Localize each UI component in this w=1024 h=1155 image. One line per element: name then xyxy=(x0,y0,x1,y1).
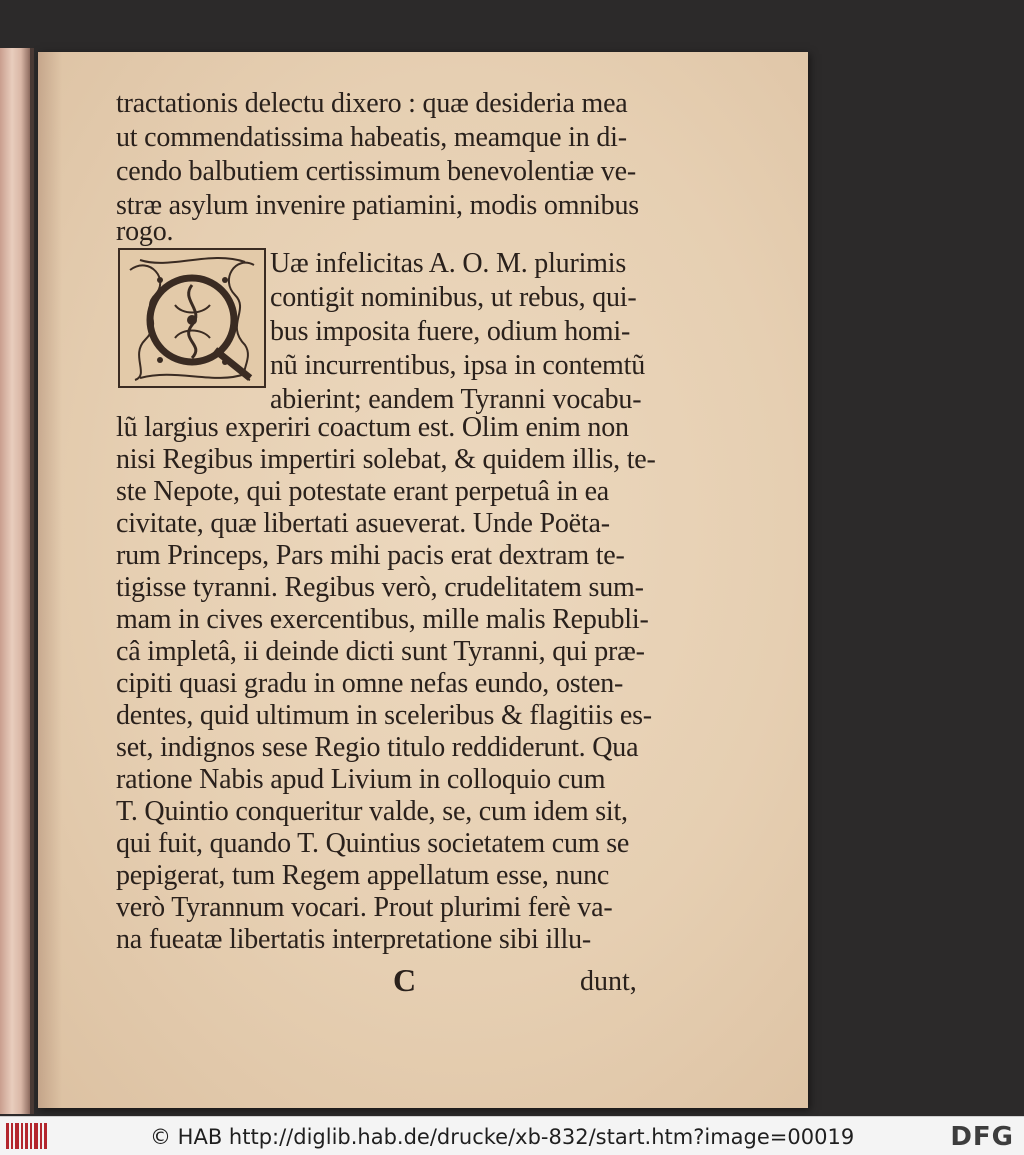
text-line: pepigerat, tum Regem appellatum esse, nunc xyxy=(116,860,610,891)
text-line: nũ incurrentibus, ipsa in contemtũ xyxy=(270,350,646,381)
text-line: ste Nepote, qui potestate erant perpetuâ in ea xyxy=(116,476,610,507)
text-line: rogo. xyxy=(116,216,174,247)
text-line: set, indignos sese Regio titulo reddiderunt. Qua xyxy=(116,732,639,763)
signature-mark: C xyxy=(393,962,417,998)
hab-barcode-logo-icon xyxy=(6,1123,48,1149)
text-line: mam in cives exercentibus, mille malis Republi- xyxy=(116,604,649,635)
copyright-link[interactable]: © HAB http://diglib.hab.de/drucke/xb-832/start.htm?image=00019 xyxy=(150,1125,855,1149)
dfg-logo: DFG xyxy=(950,1122,1014,1152)
text-line: rum Princeps, Pars mihi pacis erat dextram te- xyxy=(116,540,625,571)
text-line: nisi Regibus impertiri solebat, & quidem illis, te- xyxy=(116,444,656,475)
text-line: ut commendatissima habeatis, meamque in di- xyxy=(116,122,627,153)
book-page xyxy=(38,52,808,1108)
text-line: cendo balbutiem certissimum benevolentiæ ve- xyxy=(116,156,636,187)
text-line: stræ asylum invenire patiamini, modis omnibus xyxy=(116,190,639,221)
text-line: civitate, quæ libertati asueverat. Unde Poëta- xyxy=(116,508,610,539)
text-line: T. Quintio conqueritur valde, se, cum idem sit, xyxy=(116,796,628,827)
footer-bar xyxy=(0,1116,1024,1155)
catchword: dunt, xyxy=(580,966,637,997)
text-line: tractationis delectu dixero : quæ desideria mea xyxy=(116,88,628,119)
text-line: abierint; eandem Tyranni vocabu- xyxy=(270,384,642,415)
text-line: cipiti quasi gradu in omne nefas eundo, osten- xyxy=(116,668,624,699)
text-line: câ impletâ, ii deinde dicti sunt Tyranni, qui præ- xyxy=(116,636,645,667)
text-line: qui fuit, quando T. Quintius societatem cum se xyxy=(116,828,630,859)
book-edge xyxy=(0,48,30,1114)
ornamental-initial-q-icon xyxy=(118,248,266,388)
text-line: contigit nominibus, ut rebus, qui- xyxy=(270,282,637,313)
text-line: dentes, quid ultimum in sceleribus & flagitiis es- xyxy=(116,700,652,731)
text-line: ratione Nabis apud Livium in colloquio cum xyxy=(116,764,606,795)
text-line: na fueatæ libertatis interpretatione sibi illu- xyxy=(116,924,592,955)
text-line: lũ largius experiri coactum est. Olim enim non xyxy=(116,412,629,443)
text-line: bus imposita fuere, odium homi- xyxy=(270,316,631,347)
text-line: tigisse tyranni. Regibus verò, crudelitatem sum- xyxy=(116,572,644,603)
text-line: verò Tyrannum vocari. Prout plurimi ferè va- xyxy=(116,892,613,923)
text-line: Uæ infelicitas A. O. M. plurimis xyxy=(270,248,627,279)
